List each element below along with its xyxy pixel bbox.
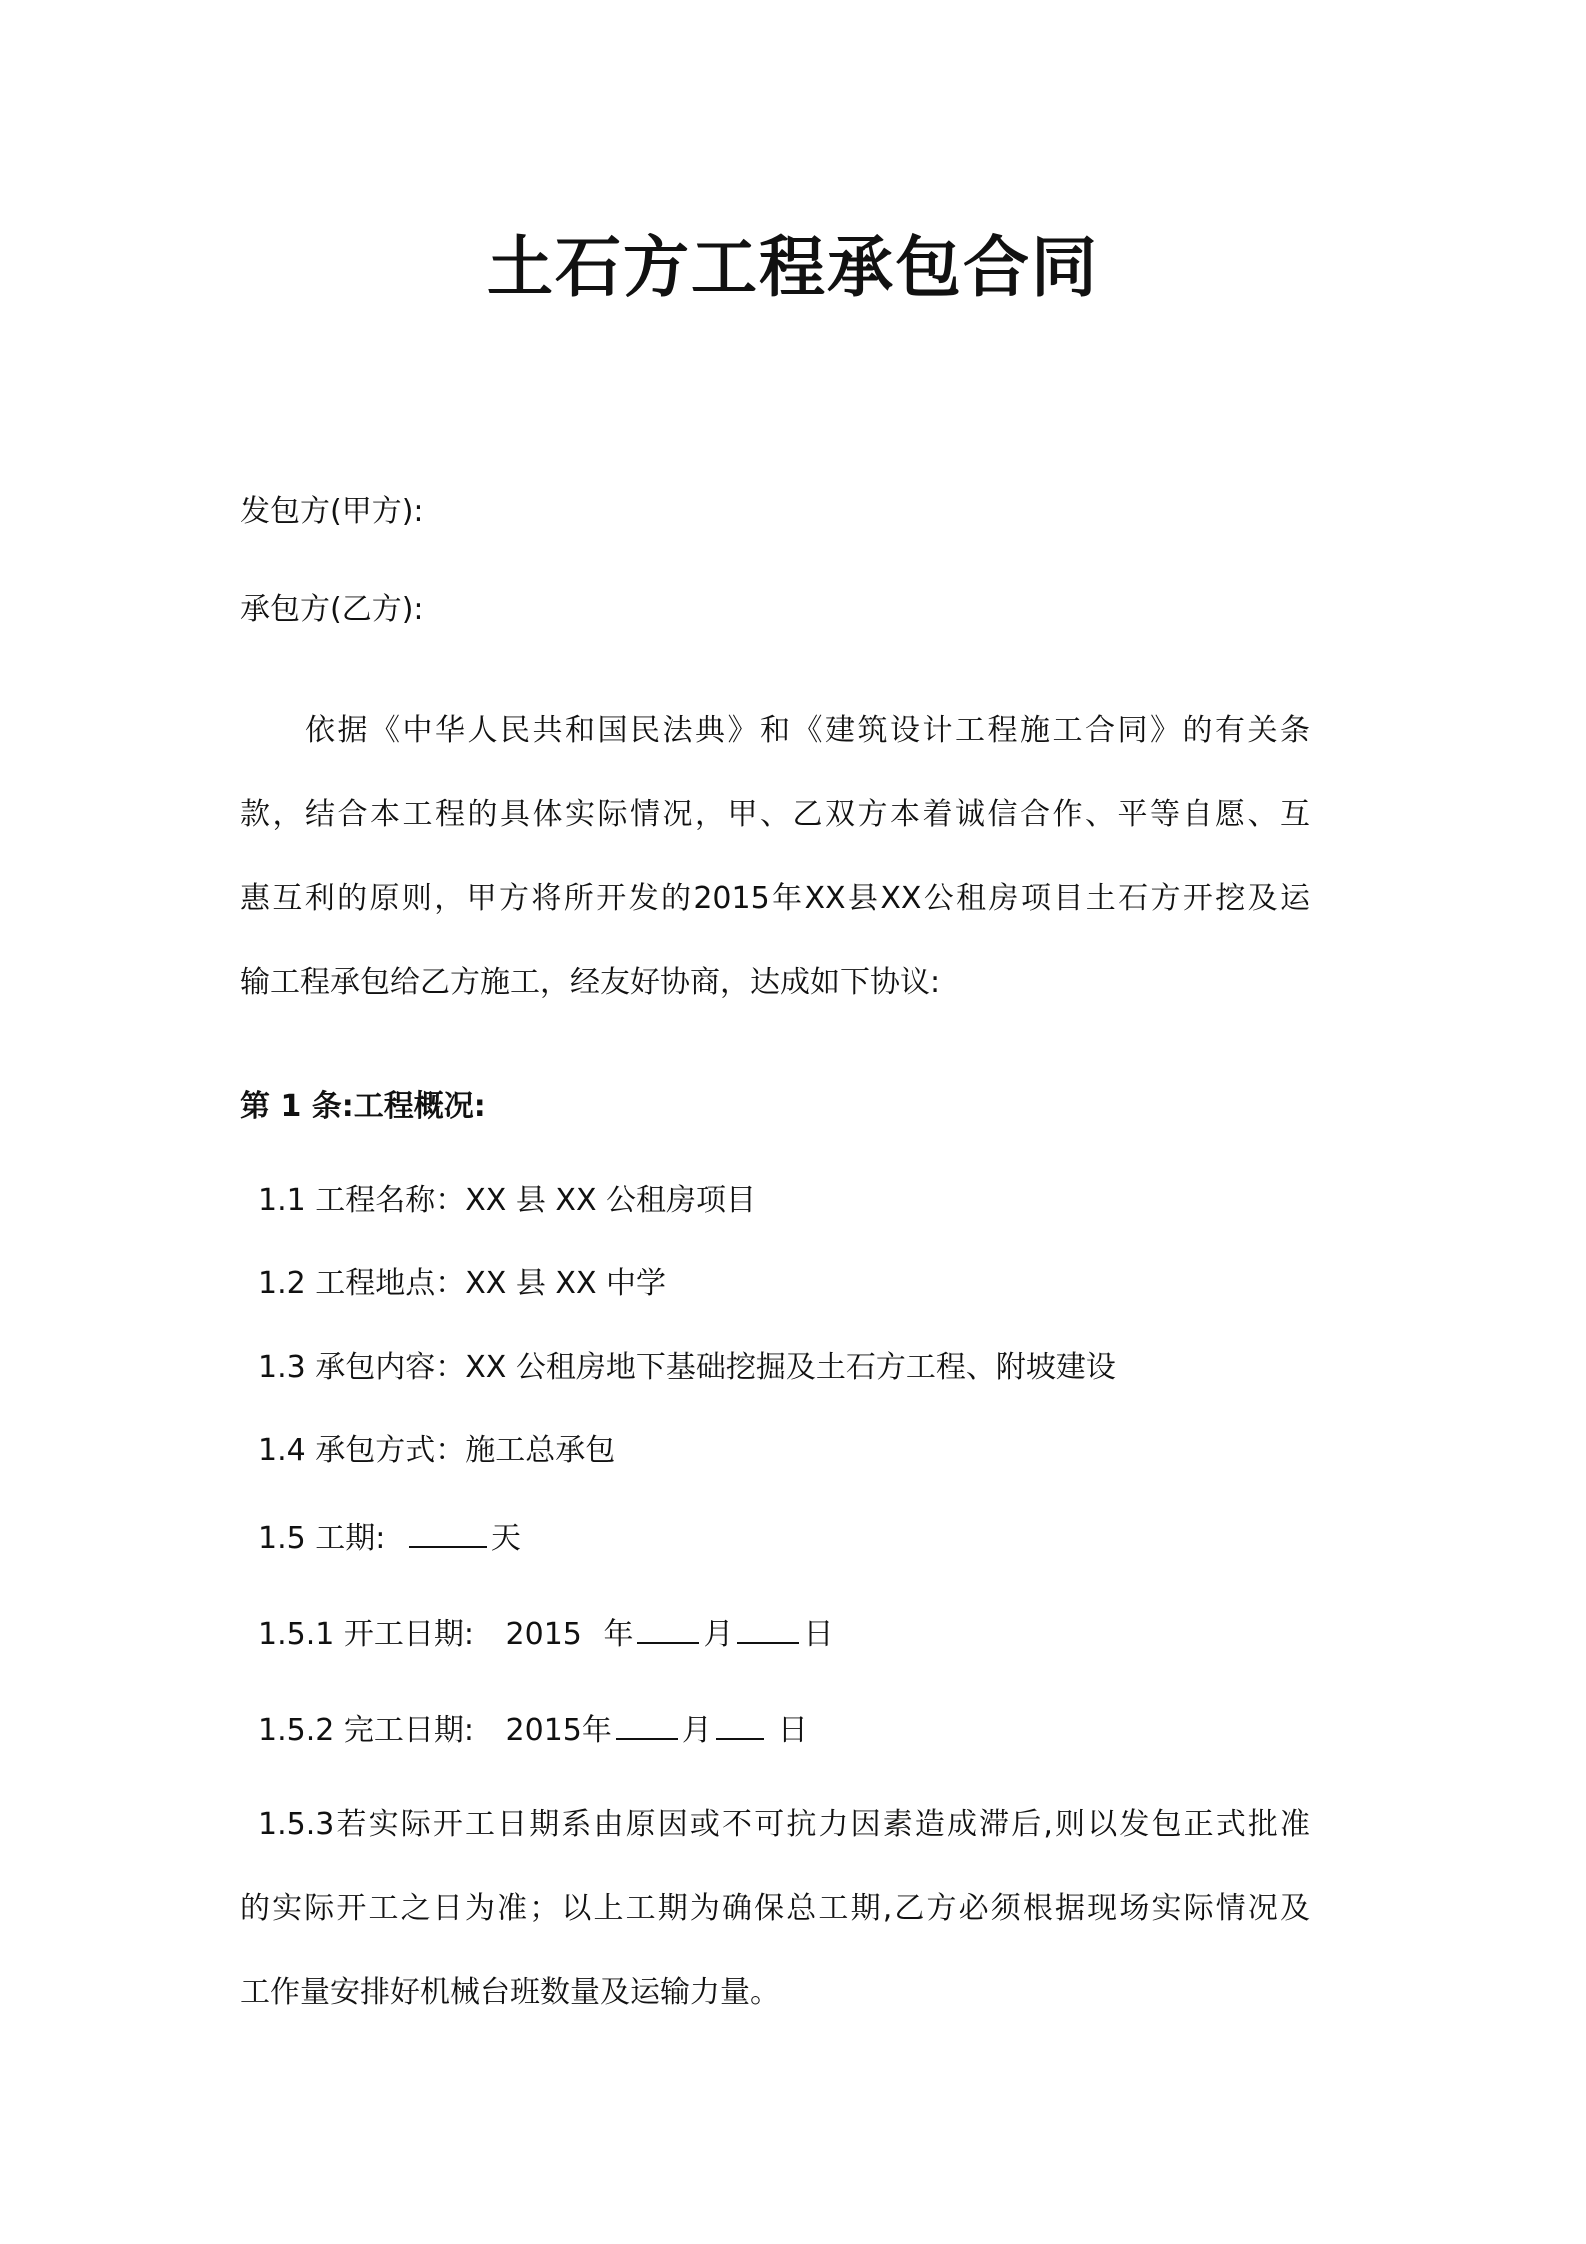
clause-1-5-3-line-3: 工作量安排好机械台班数量及运输力量。 [240,1975,780,2010]
intro-line-4: 输工程承包给乙方施工，经友好协商，达成如下协议: [240,965,941,1000]
end-year-unit: 年 [581,1713,612,1748]
start-year: 2015 [505,1617,582,1652]
start-year-unit: 年 [603,1617,634,1652]
start-date-label: 1.5.1 开工日期: [258,1617,474,1652]
item-1-2: 1.2 工程地点：XX 县 XX 中学 [258,1266,667,1301]
intro-line-3: 惠互利的原则，甲方将所开发的2015年XX县XX公租房项目土石方开挖及运 [240,881,1310,916]
start-month-blank [637,1614,699,1644]
clause-1-5-3-line-2: 的实际开工之日为准；以上工期为确保总工期,乙方必须根据现场实际情况及 [240,1891,1310,1926]
document-title: 土石方工程承包合同 [487,229,1099,306]
item-1-3: 1.3 承包内容：XX 公租房地下基础挖掘及土石方工程、附坡建设 [258,1350,1116,1385]
item-1-1: 1.1 工程名称：XX 县 XX 公租房项目 [258,1183,757,1218]
period-label: 1.5 工期: [258,1521,386,1556]
item-1-5-2-end-date [258,1710,1368,1749]
start-day-unit: 日 [803,1617,834,1652]
end-year: 2015 [505,1713,582,1748]
party-b-label: 承包方(乙方): [240,592,424,627]
clause-1-5-3-line-1: 1.5.3若实际开工日期系由原因或不可抗力因素造成滞后,则以发包正式批准 [258,1807,1310,1842]
item-1-5-1-start-date [258,1614,1368,1653]
intro-line-1: 依据《中华人民共和国民法典》和《建筑设计工程施工合同》的有关条 [305,713,1310,748]
period-days-blank [409,1518,487,1548]
period-unit: 天 [490,1521,521,1556]
end-month-unit: 月 [681,1713,712,1748]
end-date-label: 1.5.2 完工日期: [258,1713,474,1748]
end-day-unit: 日 [777,1713,808,1748]
article-1-heading: 第 1 条:工程概况: [240,1089,486,1124]
end-day-blank [716,1710,764,1740]
end-month-blank [616,1710,678,1740]
start-month-unit: 月 [703,1617,734,1652]
item-1-4: 1.4 承包方式：施工总承包 [258,1433,616,1468]
intro-line-2: 款，结合本工程的具体实际情况，甲、乙双方本着诚信合作、平等自愿、互 [240,797,1310,832]
item-1-5-period [258,1518,1368,1557]
start-day-blank [737,1614,799,1644]
party-a-label: 发包方(甲方): [240,494,424,529]
